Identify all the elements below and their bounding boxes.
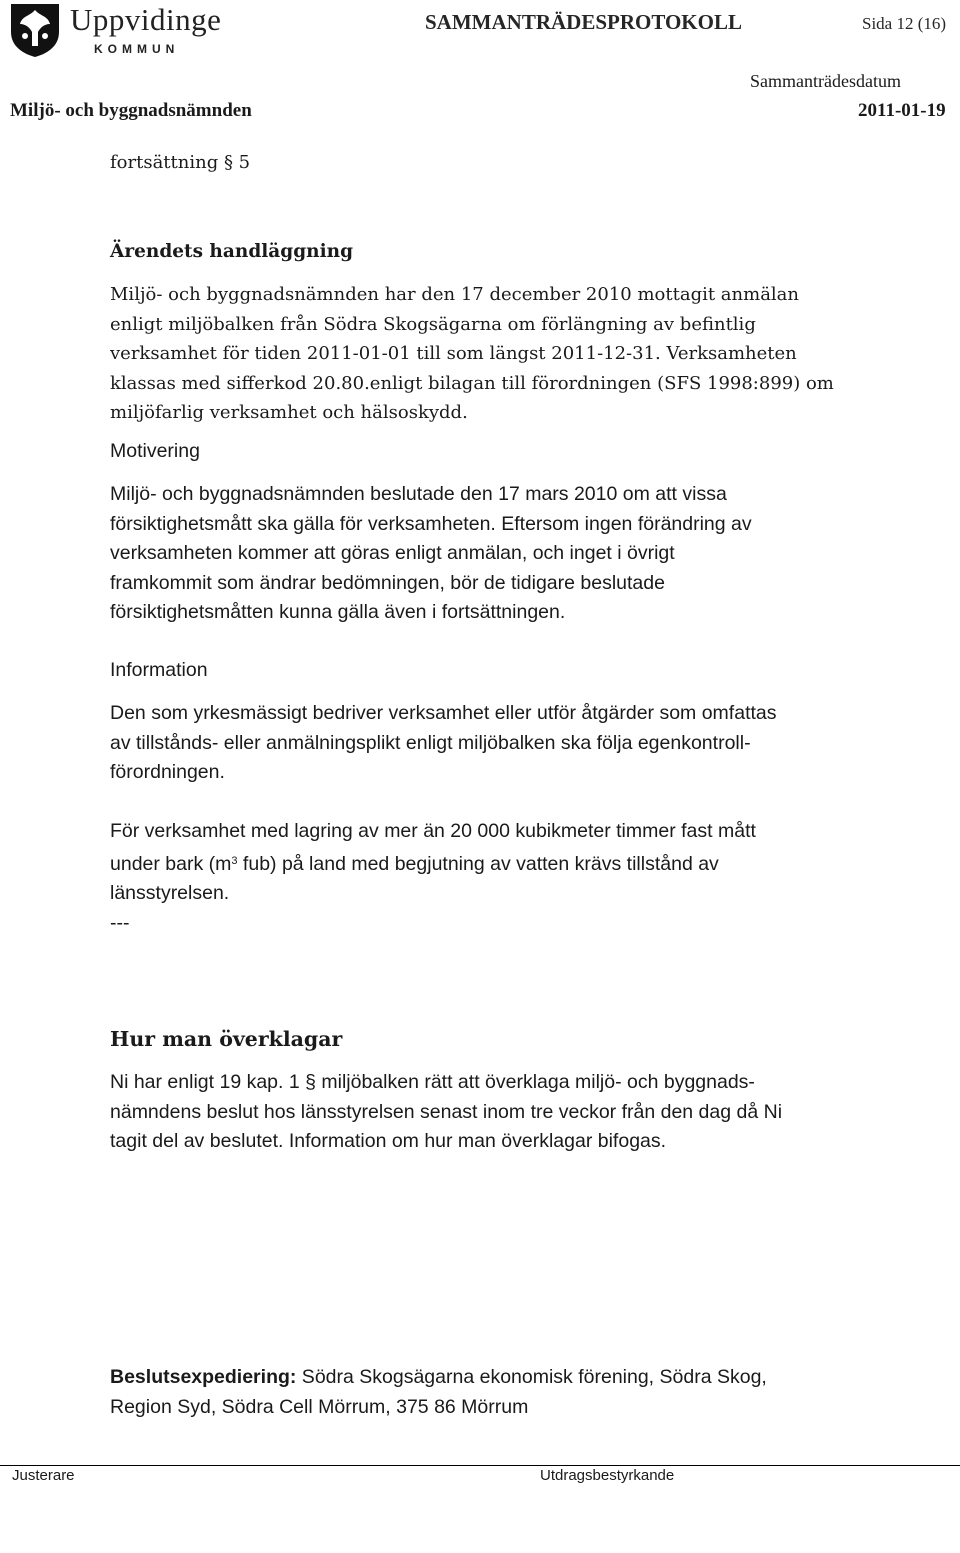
handling-heading: Ärendets handläggning	[110, 241, 354, 262]
paragraph-line: framkommit som ändrar bedömningen, bör de tidigare beslutade	[110, 571, 665, 594]
expedition-block	[110, 1363, 890, 1422]
protocol-title: SAMMANTRÄDESPROTOKOLL	[425, 10, 742, 34]
paragraph-line: av tillstånds- eller anmälningsplikt enligt miljöbalken ska följa egenkontroll-	[110, 731, 751, 754]
paragraph-line-with-superscript	[110, 847, 890, 880]
paragraph-line: enligt miljöbalken från Södra Skogsägarna om förlängning av befintlig	[110, 313, 756, 335]
meeting-date-label: Sammanträdesdatum	[750, 71, 901, 91]
footer-certification-label: Utdragsbestyrkande	[540, 1467, 675, 1484]
paragraph-line: verksamhet för tiden 2011-01-01 till som längst 2011-12-31. Verksamheten	[110, 343, 797, 365]
appeal-heading: Hur man överklagar	[110, 1027, 343, 1051]
text-segment: under bark (m	[110, 852, 232, 875]
paragraph-line: försiktighetsmåtten kunna gälla även i fortsättningen.	[110, 601, 566, 624]
appeal-paragraph	[110, 1068, 890, 1157]
paragraph-line: Den som yrkesmässigt bedriver verksamhet eller utför åtgärder som omfattas	[110, 702, 777, 724]
logo-subtitle: KOMMUN	[94, 42, 180, 56]
separator: ---	[110, 911, 130, 934]
expedition-line: Region Syd, Södra Cell Mörrum, 375 86 Mörrum	[110, 1395, 529, 1418]
paragraph-line: Miljö- och byggnadsnämnden beslutade den 17 mars 2010 om att vissa	[110, 483, 727, 505]
paragraph-line: förordningen.	[110, 761, 225, 784]
paragraph-line: Ni har enligt 19 kap. 1 § miljöbalken rätt att överklaga miljö- och byggnads-	[110, 1071, 755, 1093]
page-label: Sida 12 (16)	[862, 14, 947, 33]
municipality-logo	[8, 2, 222, 58]
paragraph-line: nämndens beslut hos länsstyrelsen senast inom tre veckor från den dag då Ni	[110, 1100, 783, 1123]
meeting-date: 2011-01-19	[858, 100, 946, 121]
paragraph-line: länsstyrelsen.	[110, 882, 230, 905]
logo-name: Uppvidinge	[70, 2, 222, 37]
paragraph-line: verksamheten kommer att göras enligt anmälan, och inget i övrigt	[110, 542, 675, 565]
motivering-heading: Motivering	[110, 440, 200, 462]
continuation-label: fortsättning § 5	[110, 152, 251, 173]
information-paragraph-1	[110, 699, 890, 788]
footer-divider	[0, 1465, 960, 1466]
paragraph-line: klassas med sifferkod 20.80.enligt bilagan till förordningen (SFS 1998:899) om	[110, 372, 834, 394]
footer-adjuster-label: Justerare	[12, 1467, 75, 1484]
paragraph-line: Miljö- och byggnadsnämnden har den 17 december 2010 mottagit anmälan	[110, 284, 800, 305]
superscript: 3	[231, 854, 238, 867]
paragraph-line: miljöfarlig verksamhet och hälsoskydd.	[110, 402, 468, 424]
information-paragraph-2	[110, 817, 890, 938]
information-heading: Information	[110, 659, 208, 681]
expedition-label: Beslutsexpediering:	[110, 1366, 297, 1388]
paragraph-line: försiktighetsmått ska gälla för verksamheten. Eftersom ingen förändring av	[110, 512, 752, 535]
paragraph-line: tagit del av beslutet. Information om hur man överklagar bifogas.	[110, 1130, 667, 1153]
motivering-paragraph	[110, 480, 890, 628]
expedition-line	[110, 1363, 890, 1393]
paragraph-line: För verksamhet med lagring av mer än 20 000 kubikmeter timmer fast mått	[110, 820, 756, 842]
handling-paragraph	[110, 280, 890, 428]
coat-of-arms-icon	[8, 2, 62, 58]
text-segment: fub) på land med begjutning av vatten krävs tillstånd av	[237, 852, 719, 875]
expedition-recipients: Södra Skogsägarna ekonomisk förening, Södra Skog,	[296, 1366, 767, 1388]
board-name: Miljö- och byggnadsnämnden	[10, 100, 252, 121]
